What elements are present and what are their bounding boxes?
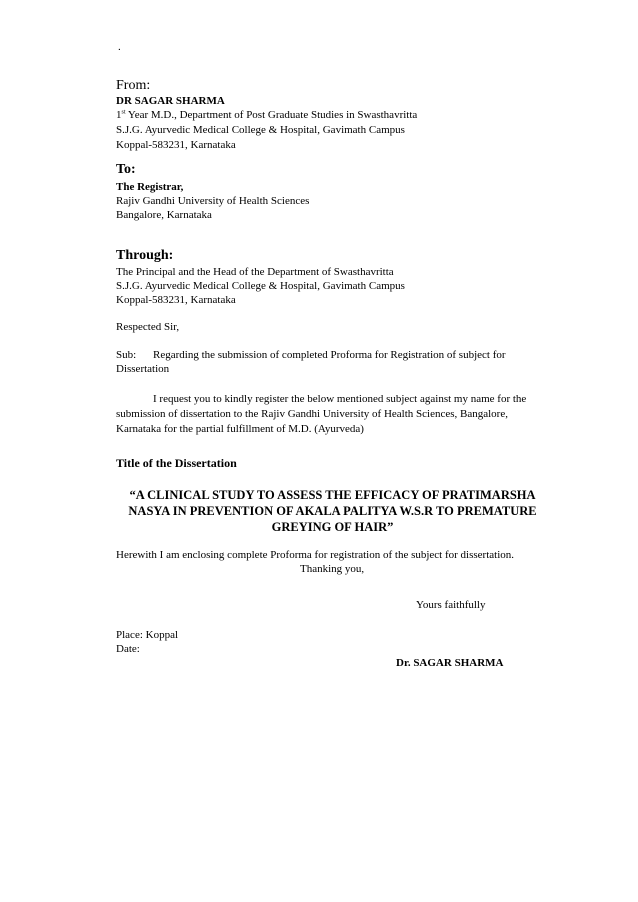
- through-city: Koppal-583231, Karnataka: [116, 294, 236, 306]
- body-line-3: Karnataka for the partial fulfillment of M.D. (Ayurveda): [116, 423, 364, 435]
- dissertation-title-line-3: GREYING OF HAIR”: [271, 520, 394, 534]
- recipient-city: Bangalore, Karnataka: [116, 209, 212, 221]
- salutation: Respected Sir,: [116, 321, 180, 333]
- sender-college: S.J.G. Ayurvedic Medical College & Hospital, Gavimath Campus: [116, 124, 405, 136]
- from-label: From:: [116, 78, 151, 93]
- year-ordinal: 1: [116, 109, 122, 121]
- through-college: S.J.G. Ayurvedic Medical College & Hospital, Gavimath Campus: [116, 280, 405, 292]
- thanks-text: Thanking you,: [300, 563, 365, 575]
- recipient-title: The Registrar,: [116, 181, 184, 193]
- closing-text: Yours faithfully: [416, 599, 486, 611]
- body-line-2: submission of dissertation to the Rajiv Gandhi University of Health Sciences, Bangalore,: [116, 408, 508, 420]
- signature-name: Dr. SAGAR SHARMA: [396, 657, 504, 669]
- year-detail: Year M.D., Department of Post Graduate Studies in Swasthavritta: [125, 109, 418, 121]
- through-principal: The Principal and the Head of the Department of Swasthavritta: [116, 266, 394, 278]
- dissertation-heading: Title of the Dissertation: [116, 456, 237, 470]
- body-line-1: I request you to kindly register the below mentioned subject against my name for the: [153, 393, 527, 405]
- sender-city: Koppal-583231, Karnataka: [116, 139, 236, 151]
- to-label: To:: [116, 162, 136, 177]
- subject-line-1: Regarding the submission of completed Proforma for Registration of subject for: [153, 349, 506, 361]
- dissertation-title-line-2: NASYA IN PREVENTION OF AKALA PALITYA W.S.R TO PREMATURE: [128, 504, 537, 518]
- sender-designation: [116, 108, 417, 122]
- year-superscript: st: [121, 109, 126, 116]
- date-text: Date:: [116, 643, 140, 655]
- place-text: Place: Koppal: [116, 629, 179, 641]
- sender-name: DR SAGAR SHARMA: [116, 95, 225, 107]
- leading-dot: .: [118, 41, 121, 53]
- through-label: Through:: [116, 248, 174, 263]
- subject-label: Sub:: [116, 349, 137, 361]
- enclosure-text: Herewith I am enclosing complete Proforma for registration of the subject for dissertation.: [116, 549, 515, 561]
- dissertation-title-line-1: “A CLINICAL STUDY TO ASSESS THE EFFICACY OF PRATIMARSHA: [129, 488, 536, 502]
- subject-line-2: Dissertation: [116, 363, 170, 375]
- recipient-university: Rajiv Gandhi University of Health Sciences: [116, 195, 310, 207]
